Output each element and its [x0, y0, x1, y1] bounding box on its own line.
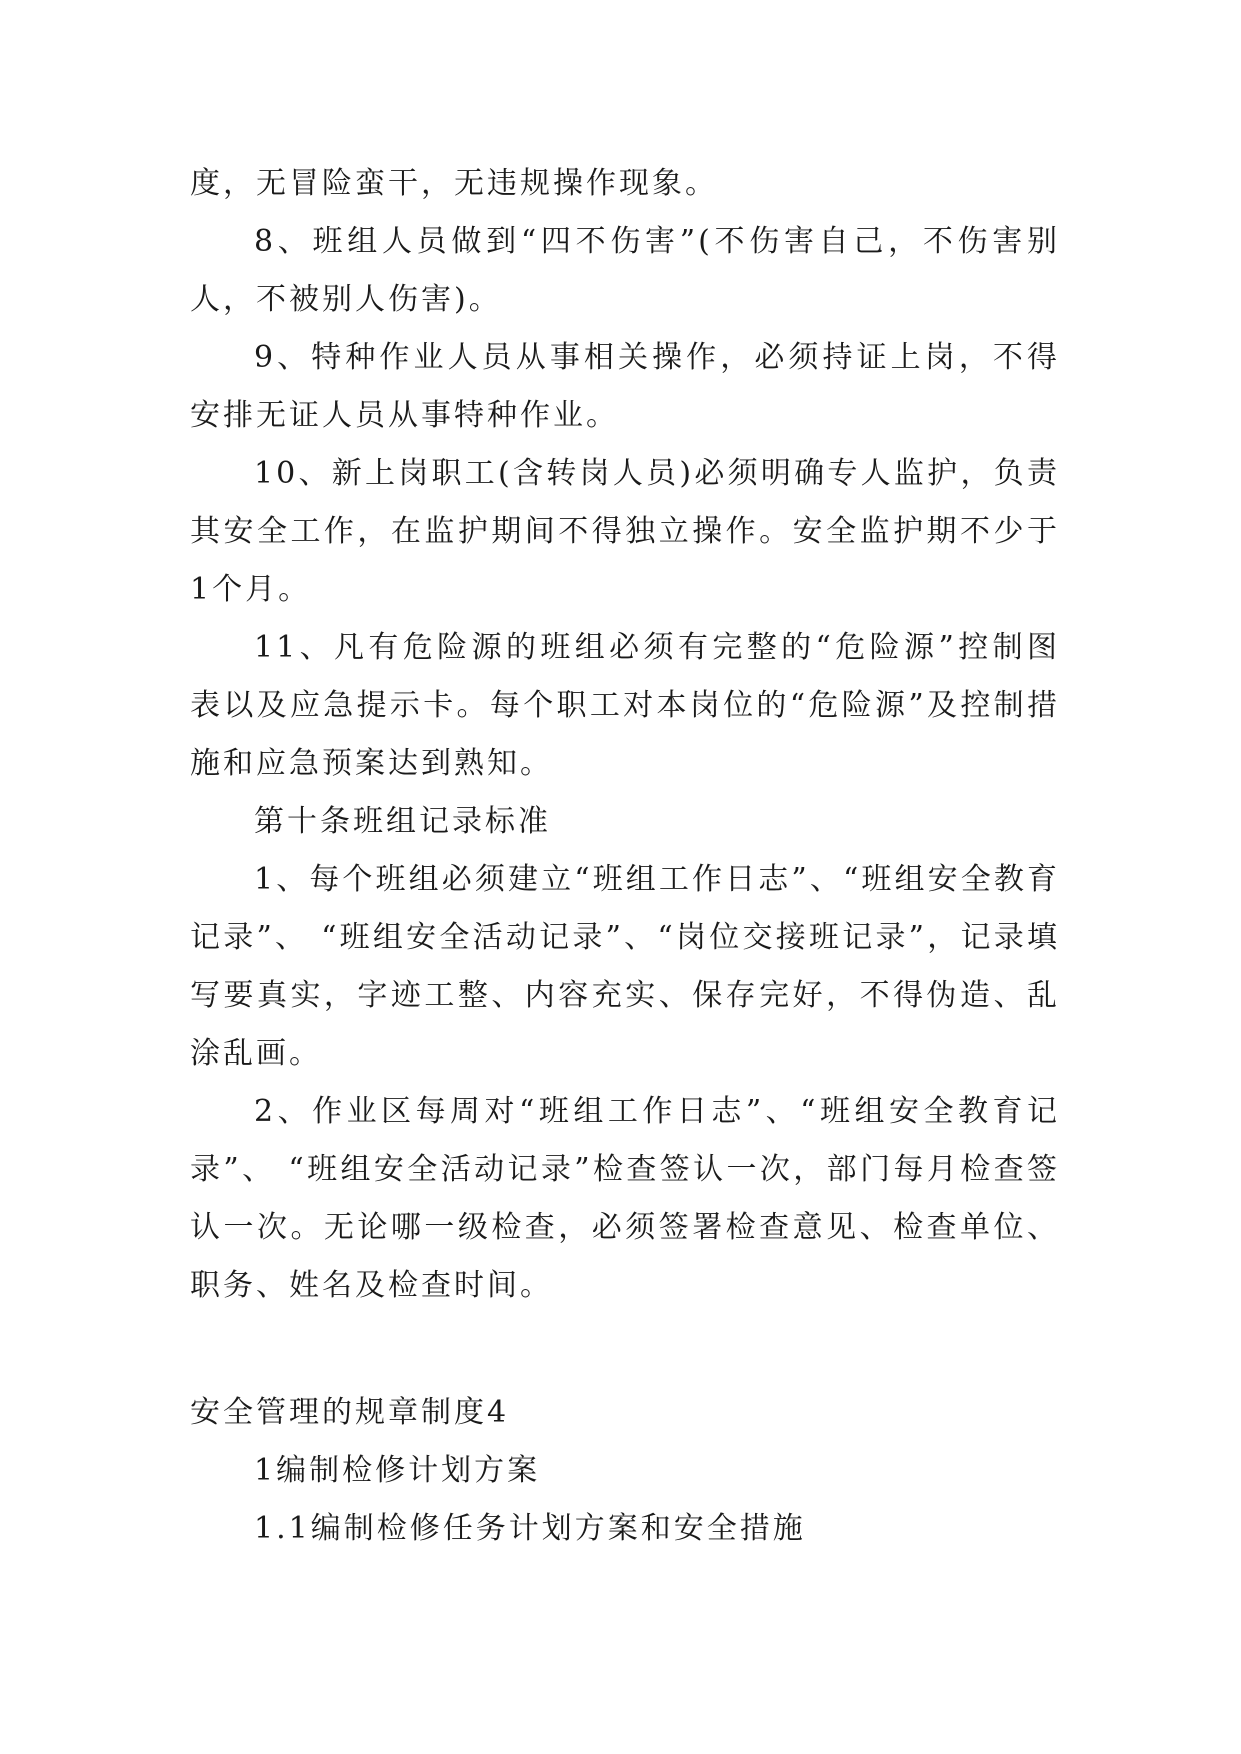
section-block	[190, 1384, 1060, 1558]
document-body	[190, 155, 1060, 1315]
paragraph-item-9: 9、特种作业人员从事相关操作，必须持证上岗，不得安排无证人员从事特种作业。	[190, 340, 1060, 433]
paragraph-record-1: 1、每个班组必须建立“班组工作日志”、“班组安全教育记录”、 “班组安全活动记录”、“岗位交接班记录”，记录填写要真实，字迹工整、内容充实、保存完好，不得伪造、乱涂乱画。	[190, 862, 1060, 1071]
paragraph-item-8: 8、班组人员做到“四不伤害”(不伤害自己，不伤害别人，不被别人伤害)。	[190, 224, 1060, 317]
sub-item-1-1: 1.1编制检修任务计划方案和安全措施	[254, 1511, 806, 1546]
article-heading: 第十条班组记录标准	[254, 804, 551, 839]
paragraph-item-10: 10、新上岗职工(含转岗人员)必须明确专人监护，负责其安全工作，在监护期间不得独立操作。安全监护期不少于1个月。	[190, 456, 1060, 607]
section-title: 安全管理的规章制度4	[190, 1395, 510, 1430]
paragraph-continuation: 度，无冒险蛮干，无违规操作现象。	[190, 166, 718, 201]
sub-item-1: 1编制检修计划方案	[254, 1453, 541, 1488]
paragraph-record-2: 2、作业区每周对“班组工作日志”、“班组安全教育记录”、 “班组安全活动记录”检查签认一次，部门每月检查签认一次。无论哪一级检查，必须签署检查意见、检查单位、职务、姓名及检查时间。	[190, 1094, 1060, 1303]
paragraph-item-11: 11、凡有危险源的班组必须有完整的“危险源”控制图表以及应急提示卡。每个职工对本岗位的“危险源”及控制措施和应急预案达到熟知。	[190, 630, 1060, 781]
